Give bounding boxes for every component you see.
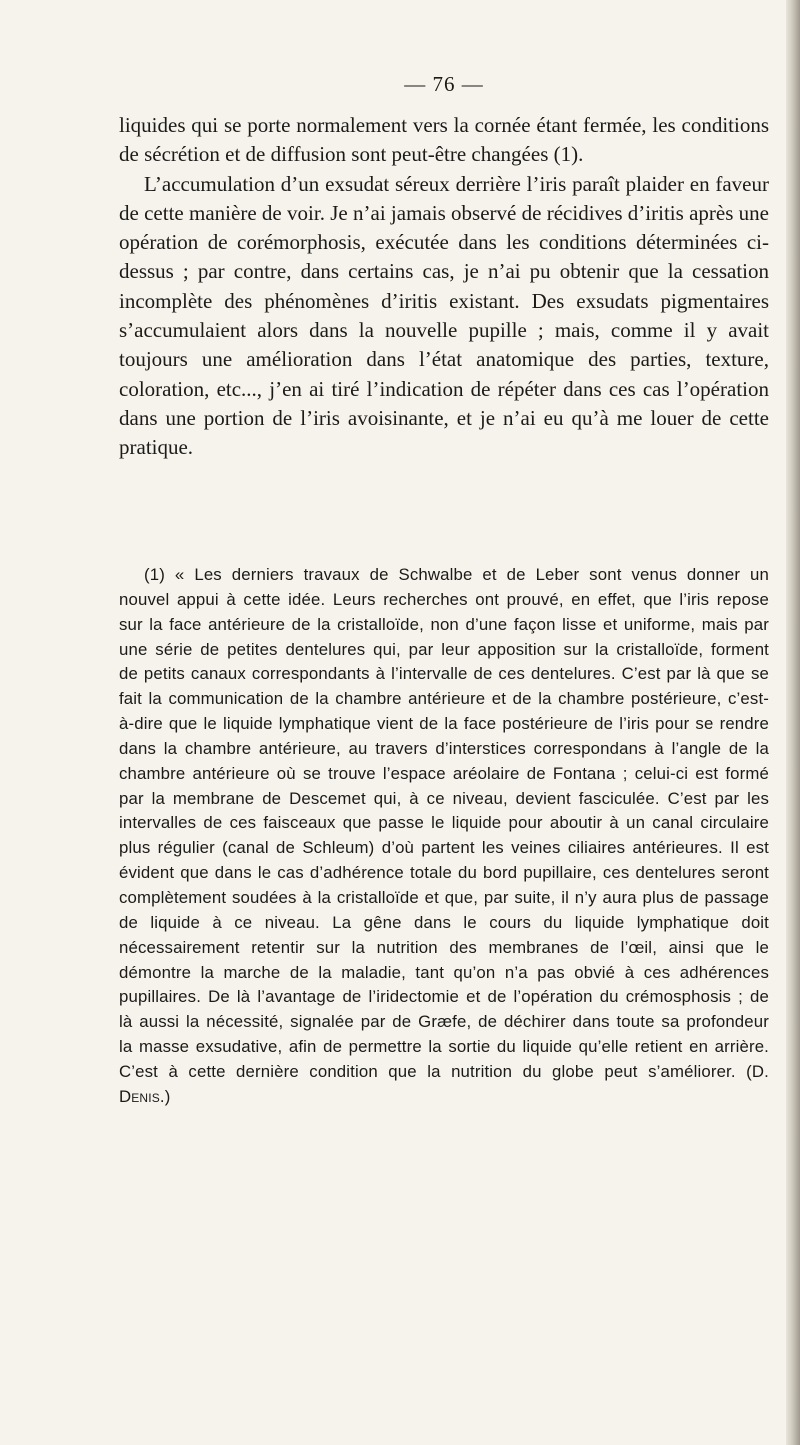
- footnote-author: (D. Denis.): [119, 1061, 769, 1106]
- page-number: — 76 —: [404, 72, 484, 96]
- footnote-text: (1) « Les derniers travaux de Schwalbe et de Leber sont venus donner un nouvel appui à cette idée. Leurs recherches ont prouvé, en effet, que l’iris repose sur la face antérieure de la cristalloïde, non d’une façon lisse et uniforme, mais par une série de petites dentelures qui, par leur apposition sur la cristalloïde, forment de petits canaux correspondants à l’intervalle de ces dentelures. C’est par là que se fait la communication de la chambre antérieure et de la chambre postérieure, c’est-à-dire que le liquide lymphatique vient de la face postérieure de l’iris pour se rendre dans la chambre antérieure, au travers d’interstices correspondans à l’angle de la chambre antérieure où se trouve l’espace aréolaire de Fontana ; celui-ci est formé par la membrane de Descemet qui, à ce niveau, devient fasciculée. C’est par les intervalles de ces faisceaux que passe le liquide pour aboutir à un canal circulaire plus régulier (canal de Schleum) d’où partent les veines ciliaires antérieures. Il est évident que dans le cas d’adhérence totale du bord pupillaire, ces dentelures seront complètement soudées à la cristalloïde et que, par suite, il n’y aura plus de passage de liquide à ce niveau. La gêne dans le cours du liquide lymphatique doit nécessairement retentir sur la nutrition des membranes de l’œil, ainsi que le démontre la marche de la maladie, tant qu’on n’a pas obvié à ces adhérences pupillaires. De là l’avantage de l’iridectomie et de l’opération du crémosphosis ; de là aussi la nécessité, signalée par de Græfe, de déchirer dans toute sa profondeur la masse exsudative, afin de permettre la sortie du liquide qu’elle retient en arrière. C’est à cette dernière condition que la nutrition du globe peut s’améliorer.: [119, 565, 769, 1081]
- page-edge: [786, 0, 800, 1445]
- paragraph-continued: liquides qui se porte normalement vers la cornée étant fermée, les conditions de sécrétion et de diffusion sont peut-être changées (1).: [119, 113, 769, 167]
- paragraph-accumulation: L’accumulation d’un exsudat séreux derrière l’iris paraît plaider en faveur de cette manière de voir. Je n’ai jamais observé de récidives d’iritis après une opération de corémorphosis, exécutée dans les conditions déterminées ci-dessus ; par contre, dans certains cas, je n’ai pu obtenir que la cessation incomplète des phénomènes d’iritis existant. Des exsudats pigmentaires s’accumulaient alors dans la nouvelle pupille ; mais, comme il y avait toujours une amélioration dans l’état anatomique des parties, texture, coloration, etc..., j’en ai tiré l’indication de répéter dans ces cas l’opération dans une portion de l’iris avoisinante, et je n’ai eu qu’à me louer de cette pratique.: [119, 171, 769, 460]
- main-text: [119, 111, 769, 463]
- footnote: [119, 563, 769, 1110]
